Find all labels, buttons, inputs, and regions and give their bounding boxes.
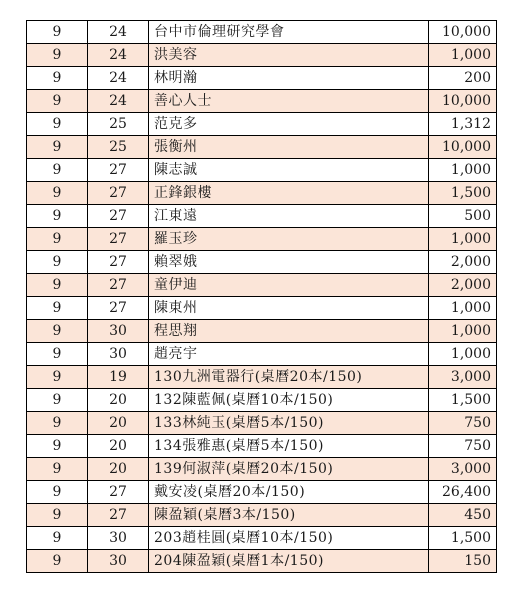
cell-day: 27 (88, 297, 149, 320)
cell-donor-name: 洪美容 (149, 44, 429, 67)
table-row (27, 504, 497, 527)
cell-donor-name: 134張雅惠(桌曆5本/150) (149, 435, 429, 458)
cell-donor-name: 童伊迪 (149, 274, 429, 297)
cell-day: 27 (88, 159, 149, 182)
cell-day: 20 (88, 435, 149, 458)
cell-day: 27 (88, 228, 149, 251)
cell-day: 24 (88, 21, 149, 44)
cell-amount: 450 (429, 504, 497, 527)
table-row (27, 412, 497, 435)
cell-day: 24 (88, 90, 149, 113)
cell-donor-name: 陳志誠 (149, 159, 429, 182)
cell-amount: 1,312 (429, 113, 497, 136)
table-row (27, 458, 497, 481)
cell-day: 20 (88, 412, 149, 435)
cell-donor-name: 范克多 (149, 113, 429, 136)
table-row (27, 113, 497, 136)
cell-amount: 150 (429, 550, 497, 573)
cell-month: 9 (27, 320, 88, 343)
cell-month: 9 (27, 458, 88, 481)
cell-month: 9 (27, 113, 88, 136)
cell-day: 30 (88, 527, 149, 550)
cell-donor-name: 張衡州 (149, 136, 429, 159)
table-row (27, 527, 497, 550)
cell-donor-name: 台中市倫理研究學會 (149, 21, 429, 44)
cell-amount: 1,000 (429, 44, 497, 67)
table-row (27, 21, 497, 44)
cell-month: 9 (27, 159, 88, 182)
table-row (27, 182, 497, 205)
cell-amount: 10,000 (429, 90, 497, 113)
cell-donor-name: 程思翔 (149, 320, 429, 343)
cell-month: 9 (27, 366, 88, 389)
table-row (27, 67, 497, 90)
cell-month: 9 (27, 251, 88, 274)
cell-amount: 1,000 (429, 228, 497, 251)
cell-amount: 10,000 (429, 136, 497, 159)
cell-amount: 1,000 (429, 320, 497, 343)
cell-day: 27 (88, 182, 149, 205)
cell-donor-name: 林明瀚 (149, 67, 429, 90)
cell-day: 30 (88, 550, 149, 573)
cell-month: 9 (27, 412, 88, 435)
cell-donor-name: 賴翠娥 (149, 251, 429, 274)
cell-month: 9 (27, 67, 88, 90)
table-row (27, 274, 497, 297)
cell-day: 27 (88, 274, 149, 297)
cell-day: 25 (88, 136, 149, 159)
cell-donor-name: 204陳盈穎(桌曆1本/150) (149, 550, 429, 573)
cell-amount: 1,500 (429, 389, 497, 412)
table-row (27, 228, 497, 251)
cell-day: 27 (88, 504, 149, 527)
cell-amount: 1,500 (429, 182, 497, 205)
cell-donor-name: 132陳藍佩(桌曆10本/150) (149, 389, 429, 412)
cell-amount: 26,400 (429, 481, 497, 504)
table-row (27, 44, 497, 67)
cell-amount: 500 (429, 205, 497, 228)
cell-month: 9 (27, 389, 88, 412)
cell-month: 9 (27, 182, 88, 205)
cell-amount: 2,000 (429, 251, 497, 274)
cell-donor-name: 趙亮宇 (149, 343, 429, 366)
cell-day: 24 (88, 44, 149, 67)
cell-month: 9 (27, 21, 88, 44)
table-row (27, 205, 497, 228)
cell-month: 9 (27, 274, 88, 297)
cell-day: 20 (88, 389, 149, 412)
table-row (27, 90, 497, 113)
cell-donor-name: 善心人士 (149, 90, 429, 113)
cell-amount: 3,000 (429, 458, 497, 481)
cell-day: 24 (88, 67, 149, 90)
cell-month: 9 (27, 90, 88, 113)
table-row (27, 343, 497, 366)
table-row (27, 251, 497, 274)
table-row (27, 550, 497, 573)
cell-month: 9 (27, 205, 88, 228)
cell-amount: 1,000 (429, 159, 497, 182)
table-row (27, 320, 497, 343)
cell-day: 27 (88, 251, 149, 274)
donation-table-body (27, 21, 497, 573)
table-row (27, 366, 497, 389)
cell-donor-name: 139何淑萍(桌曆20本/150) (149, 458, 429, 481)
table-row (27, 136, 497, 159)
cell-amount: 1,500 (429, 527, 497, 550)
donation-table (26, 20, 497, 573)
table-row (27, 481, 497, 504)
cell-amount: 2,000 (429, 274, 497, 297)
cell-day: 30 (88, 320, 149, 343)
cell-donor-name: 130九洲電器行(桌曆20本/150) (149, 366, 429, 389)
cell-day: 19 (88, 366, 149, 389)
cell-amount: 750 (429, 412, 497, 435)
cell-month: 9 (27, 481, 88, 504)
cell-month: 9 (27, 44, 88, 67)
cell-month: 9 (27, 228, 88, 251)
cell-day: 30 (88, 343, 149, 366)
cell-amount: 1,000 (429, 343, 497, 366)
cell-donor-name: 戴安凌(桌曆20本/150) (149, 481, 429, 504)
cell-donor-name: 133林純玉(桌曆5本/150) (149, 412, 429, 435)
cell-amount: 750 (429, 435, 497, 458)
cell-donor-name: 陳東州 (149, 297, 429, 320)
cell-month: 9 (27, 550, 88, 573)
cell-month: 9 (27, 527, 88, 550)
cell-month: 9 (27, 297, 88, 320)
cell-month: 9 (27, 504, 88, 527)
table-row (27, 297, 497, 320)
table-row (27, 159, 497, 182)
cell-day: 20 (88, 458, 149, 481)
cell-amount: 1,000 (429, 297, 497, 320)
cell-day: 27 (88, 205, 149, 228)
cell-donor-name: 陳盈穎(桌曆3本/150) (149, 504, 429, 527)
cell-donor-name: 正鋒銀樓 (149, 182, 429, 205)
cell-donor-name: 羅玉珍 (149, 228, 429, 251)
cell-amount: 3,000 (429, 366, 497, 389)
cell-month: 9 (27, 343, 88, 366)
cell-amount: 10,000 (429, 21, 497, 44)
table-row (27, 435, 497, 458)
cell-day: 27 (88, 481, 149, 504)
cell-month: 9 (27, 136, 88, 159)
cell-day: 25 (88, 113, 149, 136)
cell-amount: 200 (429, 67, 497, 90)
table-row (27, 389, 497, 412)
cell-month: 9 (27, 435, 88, 458)
cell-donor-name: 203趙桂圓(桌曆10本/150) (149, 527, 429, 550)
cell-donor-name: 江東遠 (149, 205, 429, 228)
